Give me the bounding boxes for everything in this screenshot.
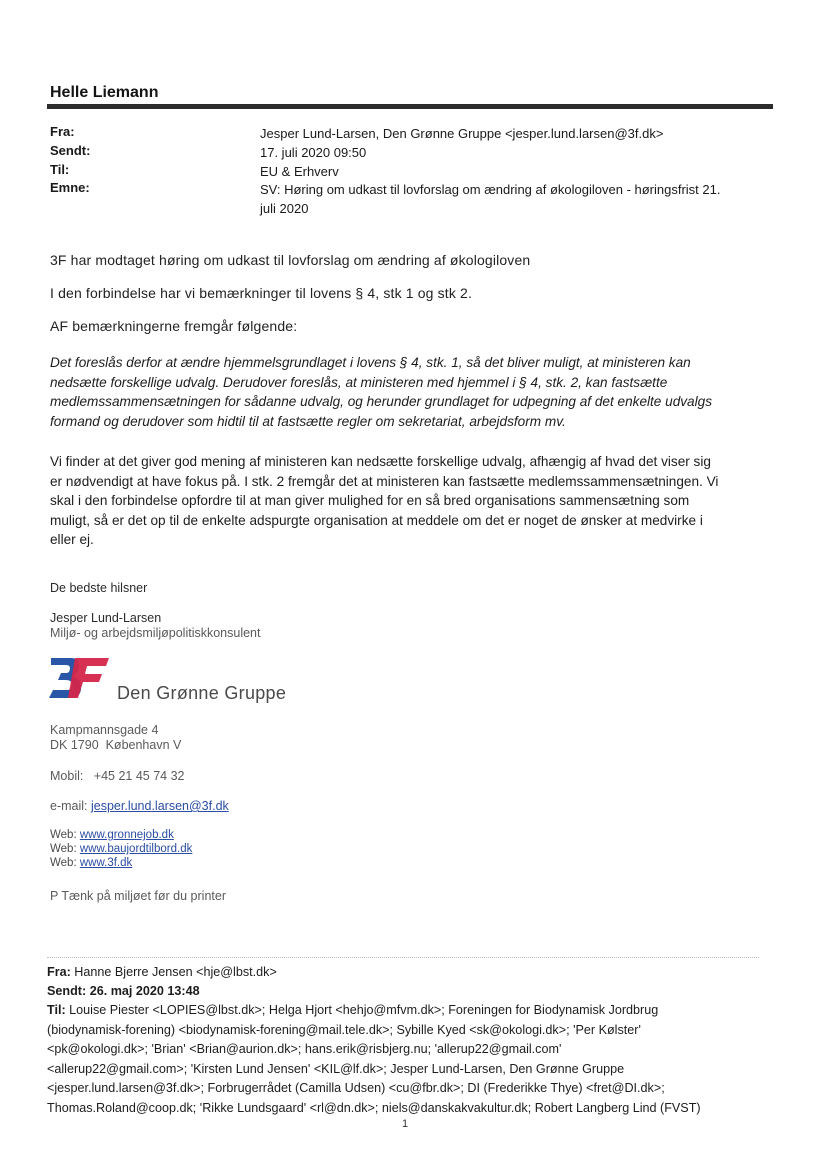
email-row	[50, 799, 229, 813]
fwd-to-line: Thomas.Roland@coop.dk; 'Rikke Lundsgaard' <rl@dn.dk>; niels@danskakvakultur.dk; Robert Langberg Lind (FVST)	[47, 1100, 701, 1115]
print-note: P Tænk på miljøet før du printer	[50, 889, 226, 903]
quote-line: formand og derudover som hidtil til at fastsætte regler om sekretariat, arbejdsform mv.	[50, 413, 566, 429]
from-value: Jesper Lund-Larsen, Den Grønne Gruppe <jesper.lund.larsen@3f.dk>	[260, 126, 664, 141]
comment-paragraph	[50, 452, 770, 550]
email-link[interactable]: jesper.lund.larsen@3f.dk	[91, 799, 229, 813]
sent-label: Sendt:	[50, 143, 91, 158]
fwd-from-label: Fra:	[47, 965, 71, 979]
subject-label: Emne:	[50, 180, 90, 195]
signature-name: Jesper Lund-Larsen	[50, 611, 162, 625]
to-value: EU & Erhverv	[260, 164, 339, 179]
web-label: Web:	[50, 829, 77, 841]
forward-divider	[47, 957, 759, 958]
to-label: Til:	[50, 162, 70, 177]
mobile-number: +45 21 45 74 32	[93, 769, 185, 783]
comment-line: skal i den forbindelse opfordre til at man giver mulighed for en så bred organisations sammensætning som	[50, 493, 690, 508]
fwd-to-block	[47, 1001, 777, 1118]
quote-line: Det foreslås derfor at ændre hjemmelsgrundlaget i lovens § 4, stk. 1, så det bliver muligt, at ministeren kan	[50, 355, 691, 370]
web-link-3f[interactable]: www.3f.dk	[79, 857, 133, 869]
web-link-gronnejob[interactable]: www.gronnejob.dk	[79, 829, 174, 841]
comment-line: eller ej.	[50, 532, 94, 547]
mobile-row	[50, 769, 184, 783]
fwd-sent-row	[47, 982, 777, 1002]
quote-line: medlemssammensætningen for sådanne udvalg, og herunder grundlaget for udpegning af det enkelte udvalgs	[50, 394, 712, 409]
fwd-from-value: Hanne Bjerre Jensen <hje@lbst.dk>	[74, 965, 277, 979]
subject-line-2: juli 2020	[260, 201, 309, 216]
fwd-to-line: <jesper.lund.larsen@3f.dk>; Forbrugerrådet (Camilla Udsen) <cu@fbr.dk>; DI (Frederikke Thye) <fret@DI.dk>;	[47, 1081, 665, 1095]
fwd-to-line: <pk@okologi.dk>; 'Brian' <Brian@aurion.dk>; hans.erik@risbjerg.nu; 'allerup22@gmail.com'	[47, 1042, 562, 1056]
header-rule	[47, 104, 773, 109]
organisation-name: Den Grønne Gruppe	[117, 683, 287, 703]
comment-line: muligt, så er det op til de enkelte adspurgte organisation at meddele om det er noget de ønsker at medvirke i	[50, 512, 703, 528]
fwd-sent-value: 26. maj 2020 13:48	[89, 984, 200, 998]
quote-line: nedsætte forskellige udvalg. Derudover foreslås, at ministeren med hjemmel i § 4, stk. 2, kan fastsætte	[50, 374, 668, 390]
subject-line-1: SV: Høring om udkast til lovforslag om ændring af økologiloven - høringsfrist 21.	[260, 182, 721, 197]
fwd-from-row	[47, 963, 777, 983]
address-line-2: DK 1790 København V	[50, 738, 182, 752]
mailbox-owner: Helle Liemann	[50, 84, 159, 101]
address-line-1: Kampmannsgade 4	[50, 723, 159, 737]
comment-line: er nødvendigt at have fokus på. I stk. 2 fremgår det at ministeren kan fastsætte medlemssammensætningen. Vi	[50, 473, 719, 489]
fwd-to-line: (biodynamisk-forening) <biodynamisk-forening@mail.tele.dk>; Sybille Kyed <sk@okologi.dk>; 'Per Kølster'	[47, 1022, 641, 1037]
sent-value: 17. juli 2020 09:50	[260, 145, 367, 160]
fwd-to-line: <allerup22@gmail.com>; 'Kirsten Lund Jensen' <KIL@lf.dk>; Jesper Lund-Larsen, Den Grønne Gruppe	[47, 1061, 625, 1076]
web-label: Web:	[50, 843, 77, 855]
fwd-to-label: Til:	[47, 1003, 66, 1017]
body-paragraph-3: AF bemærkningerne fremgår følgende:	[50, 318, 298, 334]
closing: De bedste hilsner	[50, 581, 148, 595]
body-paragraph-1: 3F har modtaget høring om udkast til lovforslag om ændring af økologiloven	[50, 252, 531, 268]
quoted-law-text	[50, 353, 770, 431]
mobile-label: Mobil:	[50, 769, 84, 783]
body-paragraph-2: I den forbindelse har vi bemærkninger til lovens § 4, stk 1 og stk 2.	[50, 285, 473, 301]
comment-line: Vi finder at det giver god mening af ministeren kan nedsætte forskellige udvalg, afhængig af hvad det viser sig	[50, 454, 711, 469]
from-label: Fra:	[50, 124, 75, 139]
email-label: e-mail:	[50, 799, 88, 813]
fwd-to-line: Til: Louise Piester <LOPIES@lbst.dk>; Helga Hjort <hehjo@mfvm.dk>; Foreningen for Biodynamisk Jordbrug	[47, 1003, 659, 1017]
fwd-sent-label: Sendt:	[47, 984, 87, 998]
web-row-2	[50, 843, 192, 855]
web-row-3	[50, 857, 132, 869]
signature-title: Miljø- og arbejdsmiljøpolitiskkonsulent	[50, 626, 261, 640]
3f-logo-icon	[47, 652, 113, 704]
page-number: 1	[402, 1118, 409, 1130]
web-link-baujordtilbord[interactable]: www.baujordtilbord.dk	[79, 843, 193, 855]
web-label: Web:	[50, 857, 77, 869]
web-row-1	[50, 829, 174, 841]
